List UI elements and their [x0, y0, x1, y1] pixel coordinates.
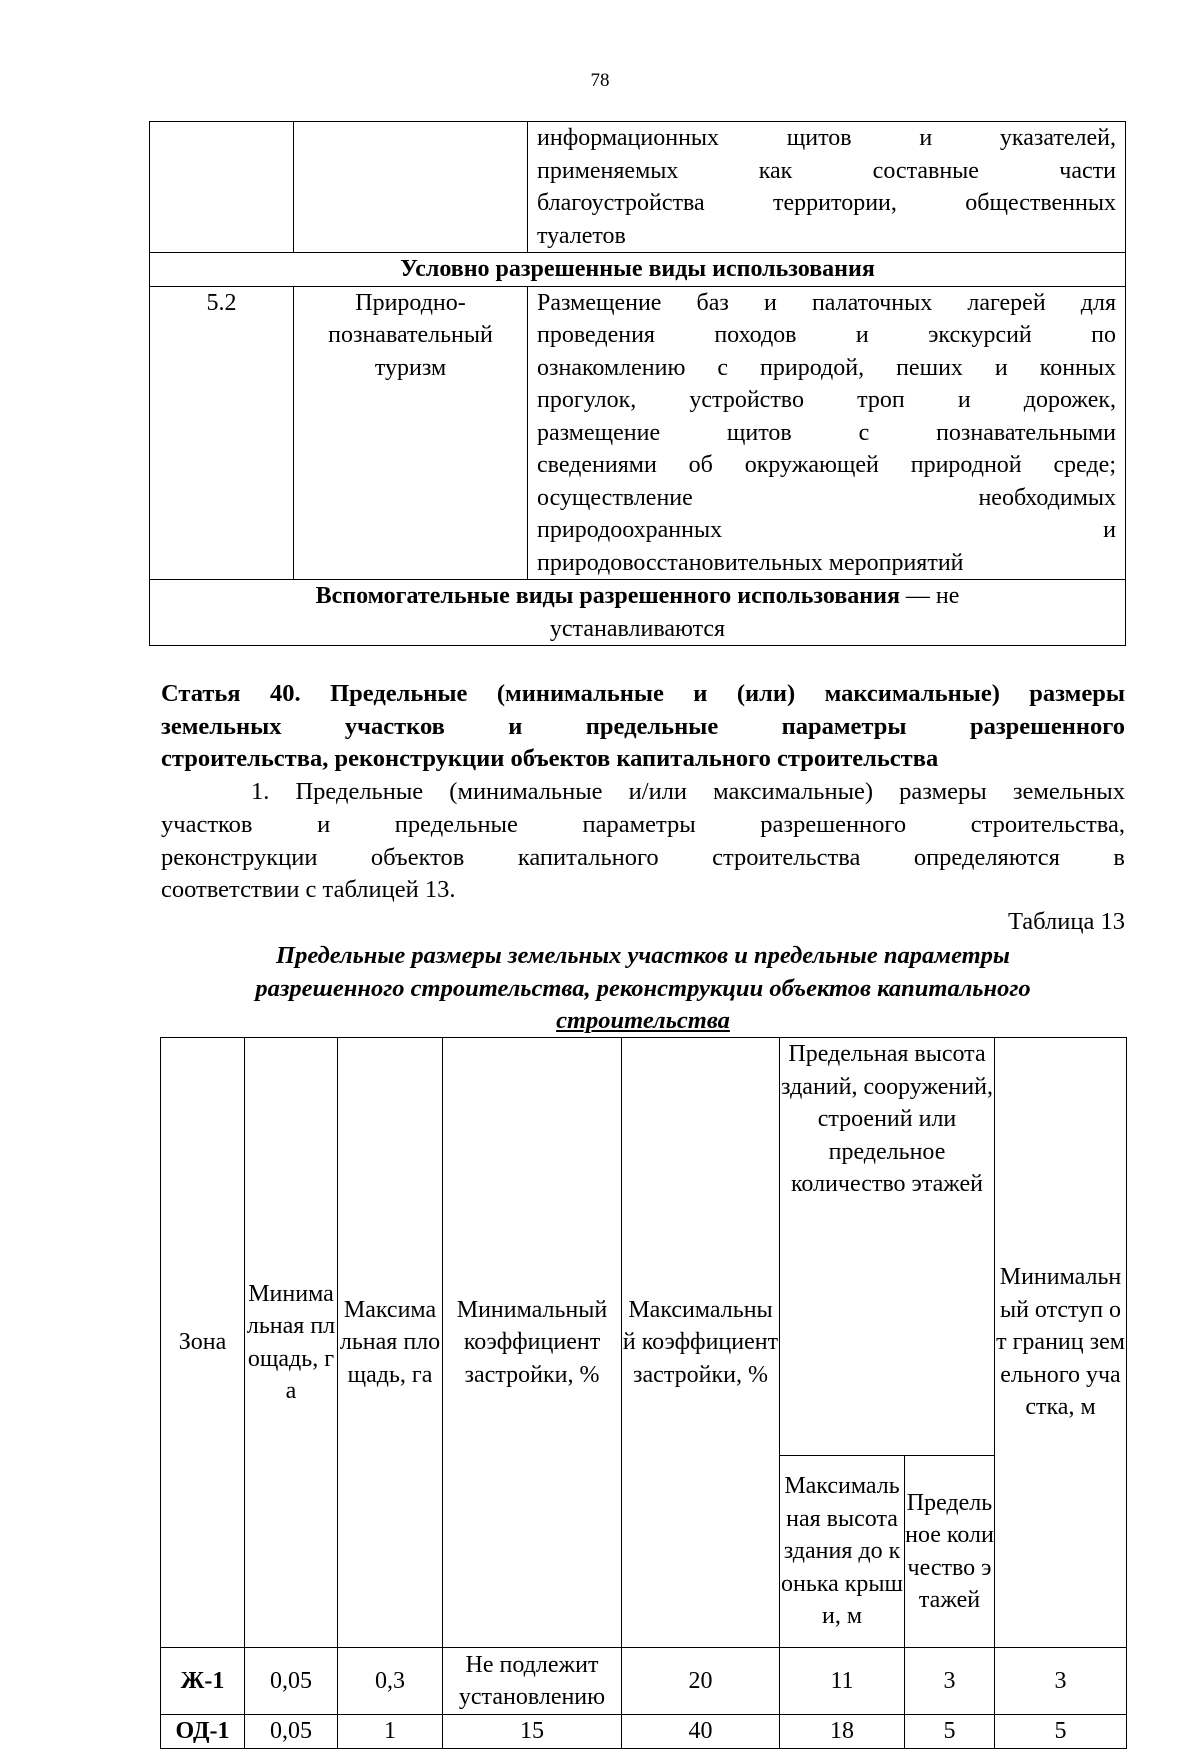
cell-max-area: 0,3	[338, 1648, 443, 1715]
text-line: природовосстановительных мероприятий	[537, 549, 964, 576]
section-heading-auxiliary	[150, 580, 1126, 646]
table-row	[161, 1715, 1127, 1749]
use-description	[528, 286, 1126, 580]
header-min-area: Минимальная площадь, га	[245, 1038, 338, 1648]
table-row	[150, 122, 1126, 253]
cell-zone: ОД-1	[161, 1715, 245, 1749]
cell-max-coef: 40	[622, 1715, 780, 1749]
row-number: 5.2	[150, 286, 294, 580]
text-line: строительства, реконструкции объектов капитального строительства	[161, 745, 939, 773]
text-line: природоохранных и	[537, 517, 1116, 543]
text-line: ознакомлению с природой, пеших и конных	[537, 354, 1116, 381]
text-line: Размещение баз и палаточных лагерей для	[537, 289, 1116, 316]
cell-min-setback: 5	[995, 1715, 1127, 1749]
cell-max-floors: 3	[905, 1648, 995, 1715]
header-min-coef: Минимальный коэффициент застройки, %	[443, 1038, 622, 1648]
text-line: познавательный	[328, 322, 493, 348]
cell-max-floors: 5	[905, 1715, 995, 1749]
text-line: реконструкции объектов капитального строительства определяются в	[161, 843, 1125, 871]
article-40	[161, 678, 1125, 907]
cell-min-coef: Не подлежит установлению	[443, 1648, 622, 1715]
aux-heading-rest2: устанавливаются	[549, 615, 726, 642]
table-label: Таблица 13	[1007, 908, 1125, 935]
text-line: разрешенного строительства, реконструкции объектов капитального	[255, 974, 1031, 1002]
use-description	[528, 122, 1126, 253]
use-name	[294, 286, 528, 580]
cell-min-area: 0,05	[245, 1715, 338, 1749]
text-line: осуществление необходимых	[537, 484, 1116, 511]
use-name	[294, 122, 528, 253]
text-line: информационных щитов и указателей,	[537, 125, 1116, 151]
header-min-setback: Минимальный отступ от границ земельного участка, м	[995, 1038, 1127, 1648]
header-max-area: Максимальная площадь, га	[338, 1038, 443, 1648]
text-line: строительства	[556, 1007, 730, 1034]
text-line: благоустройства территории, общественных	[537, 190, 1116, 216]
section-heading-conditional: Условно разрешенные виды использования	[150, 253, 1126, 287]
table-row	[150, 286, 1126, 580]
text-line: сведениями об окружающей природной среде;	[537, 452, 1116, 478]
cell-max-height: 11	[780, 1648, 905, 1715]
limits-table	[160, 1037, 1127, 1749]
cell-min-area: 0,05	[245, 1648, 338, 1715]
text-line: Предельные размеры земельных участков и предельные параметры	[276, 942, 1010, 969]
permitted-uses-table	[149, 121, 1126, 646]
header-row	[161, 1038, 1127, 1456]
text-line: земельных участков и предельные параметры разрешенного	[161, 712, 1125, 740]
text-line: туризм	[374, 354, 447, 381]
text-line: Природно-	[355, 289, 466, 316]
article-heading	[161, 678, 1125, 776]
cell-max-coef: 20	[622, 1648, 780, 1715]
aux-heading-rest: — не	[899, 583, 960, 609]
article-paragraph	[161, 776, 1125, 907]
cell-max-area: 1	[338, 1715, 443, 1749]
text-line: туалетов	[537, 222, 626, 249]
text-line: проведения походов и экскурсий по	[537, 322, 1116, 348]
section-row	[150, 253, 1126, 287]
row-number	[150, 122, 294, 253]
text-line: Статья 40. Предельные (минимальные и (или) максимальные) размеры	[161, 680, 1125, 707]
section-row	[150, 580, 1126, 646]
table-row	[161, 1648, 1127, 1715]
text-line: применяемых как составные части	[537, 157, 1116, 184]
aux-heading-bold: Вспомогательные виды разрешенного использования	[315, 583, 900, 609]
cell-zone: Ж-1	[161, 1648, 245, 1715]
cell-min-coef: 15	[443, 1715, 622, 1749]
page-number: 78	[590, 70, 610, 91]
header-max-coef: Максимальный коэффициент застройки, %	[622, 1038, 780, 1648]
table-title	[161, 940, 1125, 1038]
text-line: прогулок, устройство троп и дорожек,	[537, 387, 1116, 413]
header-height-group: Предельная высота зданий, сооружений, строений или предельное количество этажей	[780, 1038, 995, 1456]
cell-min-setback: 3	[995, 1648, 1127, 1715]
text-line: 1. Предельные (минимальные и/или максимальные) размеры земельных	[251, 778, 1125, 806]
text-line: соответствии с таблицей 13.	[161, 876, 456, 904]
header-max-height: Максимальная высота здания до конька крыши, м	[780, 1456, 905, 1648]
header-max-floors: Предельное количество этажей	[905, 1456, 995, 1648]
cell-max-height: 18	[780, 1715, 905, 1749]
header-zone: Зона	[161, 1038, 245, 1648]
text-line: размещение щитов с познавательными	[537, 419, 1116, 446]
text-line: участков и предельные параметры разрешенного строительства,	[161, 810, 1125, 838]
